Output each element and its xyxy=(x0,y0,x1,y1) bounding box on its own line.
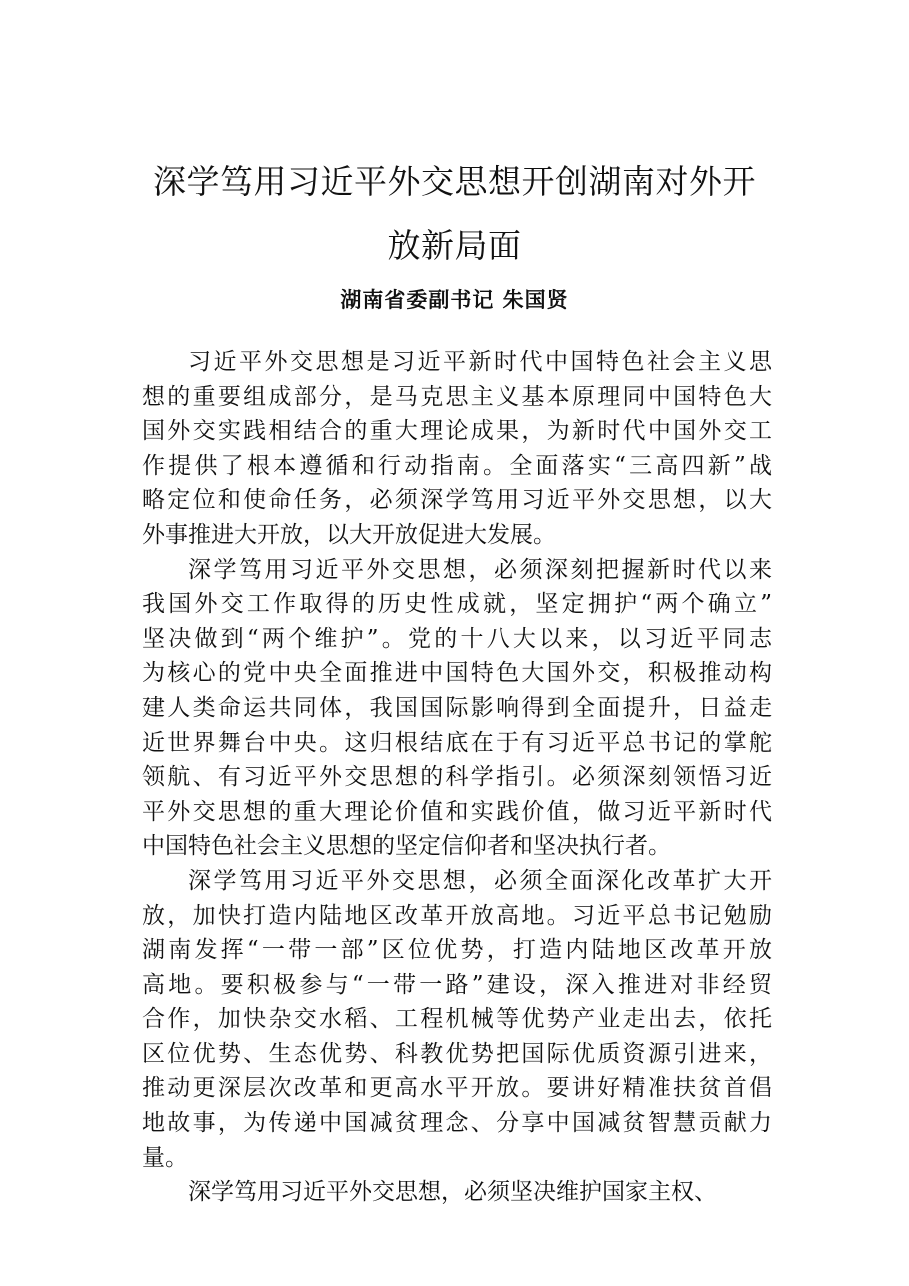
paragraph-line: 想的重要组成部分，是马克思主义基本原理同中国特色大 xyxy=(142,383,772,410)
paragraph-line: 湖南发挥“一带一部”区位优势，打造内陆地区改革开放 xyxy=(142,937,772,964)
paragraph-line: 量。 xyxy=(142,1144,188,1171)
paragraph-line: 国外交实践相结合的重大理论成果，为新时代中国外交工 xyxy=(142,418,772,445)
paragraph-line: 区位优势、生态优势、科教优势把国际优质资源引进来， xyxy=(142,1040,772,1067)
paragraph-line: 坚决做到“两个维护”。党的十八大以来，以习近平同志 xyxy=(142,625,772,652)
document-title-line-2: 放新局面 xyxy=(387,226,522,265)
author-byline: 湖南省委副书记 朱国贤 xyxy=(340,287,569,312)
paragraph-line: 推动更深层次改革和更高水平开放。要讲好精准扶贫首倡 xyxy=(142,1075,772,1102)
paragraph-line: 深学笃用习近平外交思想，必须坚决维护国家主权、 xyxy=(188,1179,717,1206)
paragraph-line: 外事推进大开放，以大开放促进大发展。 xyxy=(142,521,556,548)
paragraph-line: 为核心的党中央全面推进中国特色大国外交，积极推动构 xyxy=(142,660,772,687)
article-body xyxy=(142,345,772,1210)
paragraph-line: 地故事，为传递中国减贫理念、分享中国减贫智慧贡献力 xyxy=(142,1110,772,1137)
paragraph-line: 放，加快打造内陆地区改革开放高地。习近平总书记勉励 xyxy=(142,902,772,929)
paragraph-line: 深学笃用习近平外交思想，必须全面深化改革扩大开 xyxy=(188,867,772,894)
paragraph-line: 习近平外交思想是习近平新时代中国特色社会主义思 xyxy=(188,349,772,375)
paragraph-line: 领航、有习近平外交思想的科学指引。必须深刻领悟习近 xyxy=(142,764,772,791)
paragraph-line: 深学笃用习近平外交思想，必须深刻把握新时代以来 xyxy=(188,556,772,583)
paragraph-line: 高地。要积极参与“一带一路”建设，深入推进对非经贸 xyxy=(142,971,772,998)
paragraph-line: 作提供了根本遵循和行动指南。全面落实“三高四新”战 xyxy=(142,452,772,479)
paragraph-line: 建人类命运共同体，我国国际影响得到全面提升，日益走 xyxy=(142,694,772,721)
paragraph-line: 近世界舞台中央。这归根结底在于有习近平总书记的掌舵 xyxy=(142,729,772,756)
paragraph-line: 平外交思想的重大理论价值和实践价值，做习近平新时代 xyxy=(142,798,772,825)
paragraph-line: 合作，加快杂交水稻、工程机械等优势产业走出去，依托 xyxy=(142,1006,772,1033)
paragraph-line: 略定位和使命任务，必须深学笃用习近平外交思想，以大 xyxy=(142,487,772,514)
paragraph-line: 中国特色社会主义思想的坚定信仰者和坚决执行者。 xyxy=(142,833,671,860)
paragraph-line: 我国外交工作取得的历史性成就，坚定拥护“两个确立” xyxy=(142,591,772,618)
document-title-line-1: 深学笃用习近平外交思想开创湖南对外开 xyxy=(153,162,756,201)
